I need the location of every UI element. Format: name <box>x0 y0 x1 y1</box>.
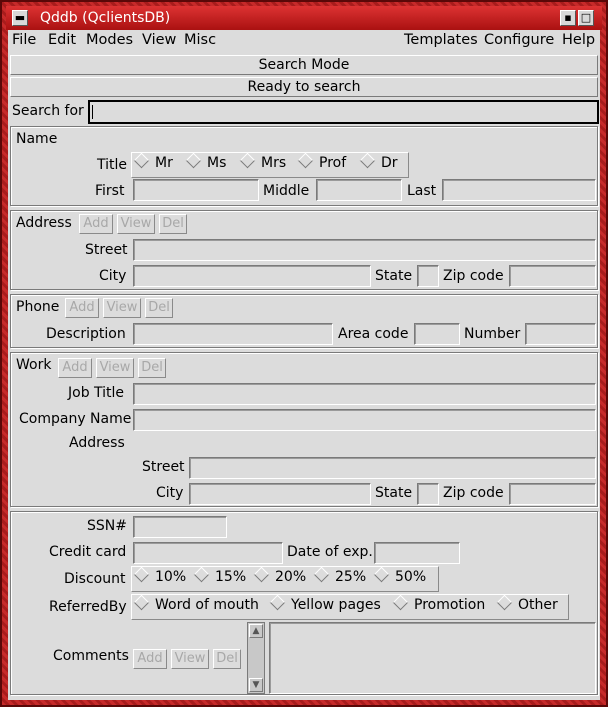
menu-misc[interactable]: Misc <box>184 32 217 48</box>
discount-label: Discount <box>64 571 126 587</box>
phone-add-button[interactable]: Add <box>65 298 99 318</box>
work-street-input[interactable] <box>189 457 596 479</box>
comments-add-button[interactable]: Add <box>133 649 167 669</box>
title-option-mrs[interactable]: Mrs <box>238 155 286 171</box>
title-option-mr[interactable]: Mr <box>132 155 173 171</box>
work-city-input[interactable] <box>189 483 371 505</box>
address-del-button[interactable]: Del <box>159 214 187 234</box>
first-label: First <box>95 183 125 199</box>
street-input[interactable] <box>133 239 596 261</box>
menu-help[interactable]: Help <box>562 32 596 48</box>
title-option-prof[interactable]: Prof <box>296 155 346 171</box>
search-label: Search for <box>12 103 84 119</box>
comments-view-button[interactable]: View <box>171 649 209 669</box>
work-add-button[interactable]: Add <box>58 358 92 378</box>
status-bar: Ready to search <box>10 77 598 97</box>
title-label: Title <box>97 157 128 173</box>
window-menu-button[interactable]: ▬ <box>12 10 28 26</box>
search-input[interactable] <box>88 100 599 124</box>
referred-by-label: ReferredBy <box>49 599 127 615</box>
city-label: City <box>99 268 127 284</box>
description-label: Description <box>46 326 126 342</box>
company-name-label: Company Name <box>19 411 132 427</box>
referral-option-other[interactable]: Other <box>495 597 558 613</box>
number-label: Number <box>464 326 521 342</box>
window-title: Qddb (QclientsDB) <box>40 10 171 26</box>
street-label: Street <box>85 242 128 258</box>
first-name-input[interactable] <box>133 179 259 201</box>
work-state-input[interactable] <box>417 483 439 505</box>
job-title-input[interactable] <box>133 383 596 405</box>
city-input[interactable] <box>133 265 371 287</box>
zip-label: Zip code <box>443 268 504 284</box>
mode-bar: Search Mode <box>10 55 598 75</box>
comments-textarea[interactable] <box>269 622 596 694</box>
referral-option-word-of-mouth[interactable]: Word of mouth <box>132 597 259 613</box>
middle-label: Middle <box>263 183 310 199</box>
discount-option-20[interactable]: 20% <box>252 569 306 585</box>
state-label: State <box>375 268 413 284</box>
work-street-label: Street <box>142 459 185 475</box>
client-area <box>8 30 600 700</box>
title-bar[interactable] <box>6 6 602 30</box>
number-input[interactable] <box>525 323 596 345</box>
menu-view[interactable]: View <box>142 32 177 48</box>
scroll-up-icon[interactable]: ▲ <box>249 624 263 638</box>
title-radio-group <box>131 152 409 178</box>
scroll-down-icon[interactable]: ▼ <box>249 678 263 692</box>
credit-card-input[interactable] <box>133 542 283 564</box>
middle-name-input[interactable] <box>316 179 402 201</box>
ssn-input[interactable] <box>133 516 227 538</box>
phone-heading: Phone <box>16 299 60 315</box>
work-zip-label: Zip code <box>443 485 504 501</box>
state-input[interactable] <box>417 265 439 287</box>
job-title-label: Job Title <box>68 385 125 401</box>
date-of-exp-input[interactable] <box>374 542 460 564</box>
discount-option-25[interactable]: 25% <box>312 569 366 585</box>
misc-group <box>10 511 598 695</box>
phone-group <box>10 294 598 348</box>
menu-edit[interactable]: Edit <box>48 32 77 48</box>
address-add-button[interactable]: Add <box>79 214 113 234</box>
menu-modes[interactable]: Modes <box>86 32 134 48</box>
phone-view-button[interactable]: View <box>103 298 141 318</box>
menu-file[interactable]: File <box>12 32 37 48</box>
work-state-label: State <box>375 485 413 501</box>
referred-radio-group <box>131 594 569 620</box>
referral-option-promotion[interactable]: Promotion <box>391 597 485 613</box>
last-name-input[interactable] <box>442 179 596 201</box>
maximize-button[interactable]: □ <box>578 10 594 26</box>
comments-label: Comments <box>53 648 129 664</box>
menu-templates[interactable]: Templates <box>404 32 478 48</box>
work-group <box>10 352 598 507</box>
address-heading: Address <box>16 215 72 231</box>
work-heading: Work <box>16 357 52 373</box>
discount-option-15[interactable]: 15% <box>192 569 246 585</box>
work-city-label: City <box>156 485 184 501</box>
address-group <box>10 210 598 290</box>
date-of-exp-label: Date of exp. <box>287 544 373 560</box>
area-code-label: Area code <box>338 326 409 342</box>
work-address-label: Address <box>69 435 125 451</box>
description-input[interactable] <box>133 323 333 345</box>
comments-scrollbar[interactable] <box>247 622 265 694</box>
last-label: Last <box>407 183 437 199</box>
discount-option-50[interactable]: 50% <box>372 569 426 585</box>
zip-input[interactable] <box>509 265 596 287</box>
address-view-button[interactable]: View <box>117 214 155 234</box>
ssn-label: SSN# <box>87 518 127 534</box>
work-zip-input[interactable] <box>509 483 596 505</box>
phone-del-button[interactable]: Del <box>145 298 173 318</box>
menu-configure[interactable]: Configure <box>484 32 555 48</box>
text-cursor <box>92 105 93 119</box>
name-group <box>10 126 598 206</box>
minimize-button[interactable]: ▪ <box>560 10 576 26</box>
referral-option-yellow-pages[interactable]: Yellow pages <box>268 597 381 613</box>
discount-option-10[interactable]: 10% <box>132 569 186 585</box>
name-heading: Name <box>16 131 58 147</box>
title-option-dr[interactable]: Dr <box>358 155 398 171</box>
company-name-input[interactable] <box>133 409 596 431</box>
area-code-input[interactable] <box>414 323 460 345</box>
work-view-button[interactable]: View <box>96 358 134 378</box>
credit-card-label: Credit card <box>49 544 127 560</box>
work-del-button[interactable]: Del <box>138 358 166 378</box>
discount-radio-group <box>131 566 439 592</box>
title-option-ms[interactable]: Ms <box>184 155 226 171</box>
comments-del-button[interactable]: Del <box>213 649 241 669</box>
